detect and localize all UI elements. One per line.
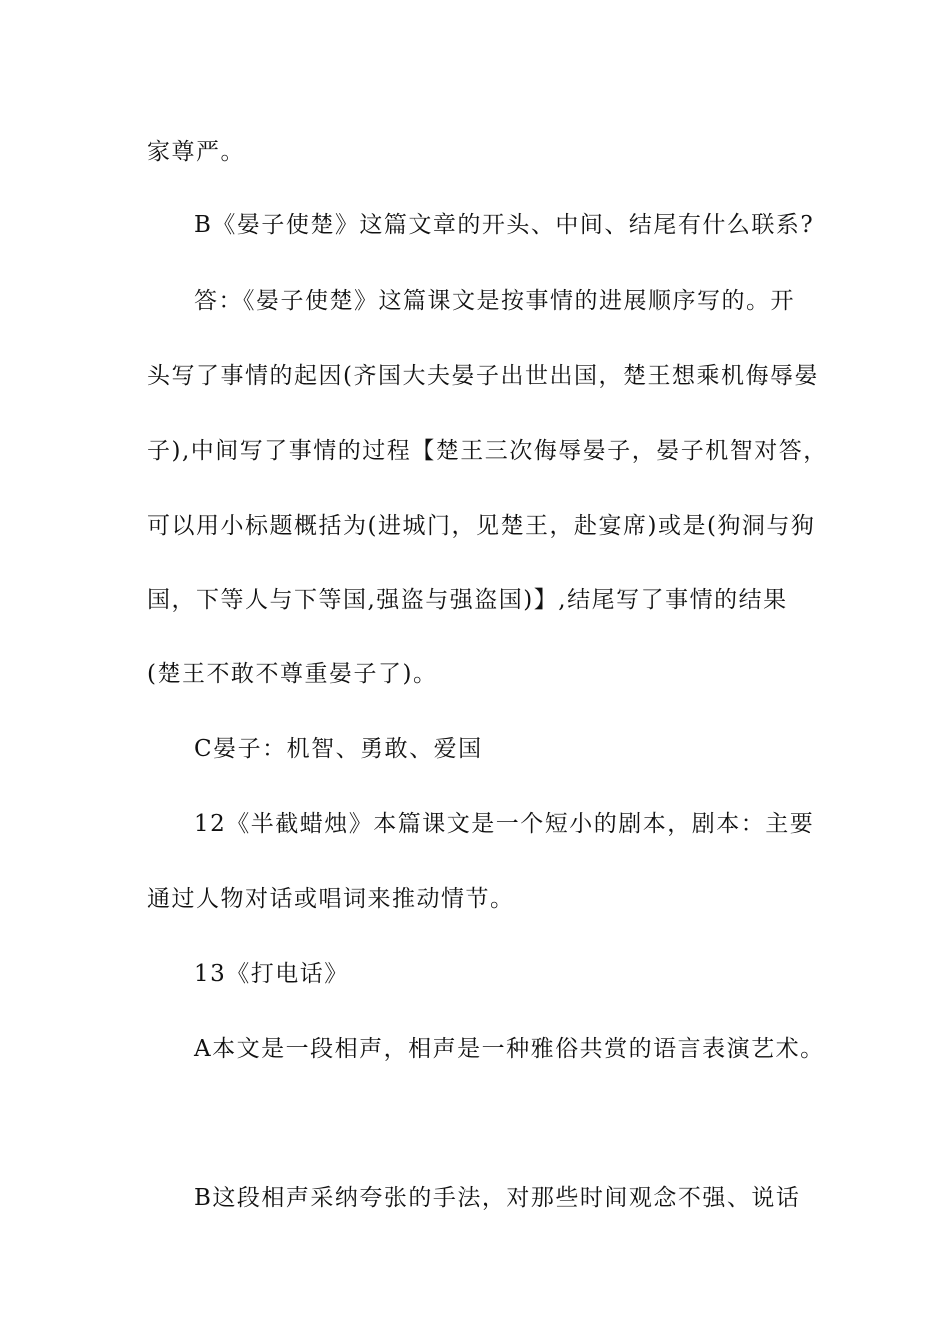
text-line-7: 国，下等人与下等国,强盗与强盗国)】,结尾写了事情的结果 (147, 587, 788, 613)
text-line-9: C晏子：机智、勇敢、爱国 (194, 736, 483, 762)
text-line-6: 可以用小标题概括为(进城门，见楚王，赴宴席)或是(狗洞与狗 (147, 513, 816, 539)
text-line-4: 头写了事情的起因(齐国大夫晏子出世出国，楚王想乘机侮辱晏 (147, 363, 819, 389)
text-line-5: 子),中间写了事情的过程【楚王三次侮辱晏子，晏子机智对答， (147, 438, 828, 464)
text-line-10: 12《半截蜡烛》本篇课文是一个短小的剧本，剧本：主要 (194, 811, 815, 837)
text-line-14: B这段相声采纳夸张的手法，对那些时间观念不强、说话 (194, 1185, 801, 1211)
text-line-2: B《晏子使楚》这篇文章的开头、中间、结尾有什么联系? (194, 212, 815, 238)
text-line-3: 答：《晏子使楚》这篇课文是按事情的进展顺序写的。开 (194, 288, 795, 314)
text-line-12: 13《打电话》 (194, 961, 349, 987)
text-line-11: 通过人物对话或唱词来推动情节。 (147, 886, 515, 912)
text-line-13: A本文是一段相声，相声是一种雅俗共赏的语言表演艺术。 (194, 1036, 825, 1062)
text-line-1: 家尊严。 (147, 139, 245, 165)
text-line-8: (楚王不敢不尊重晏子了)。 (147, 661, 438, 687)
